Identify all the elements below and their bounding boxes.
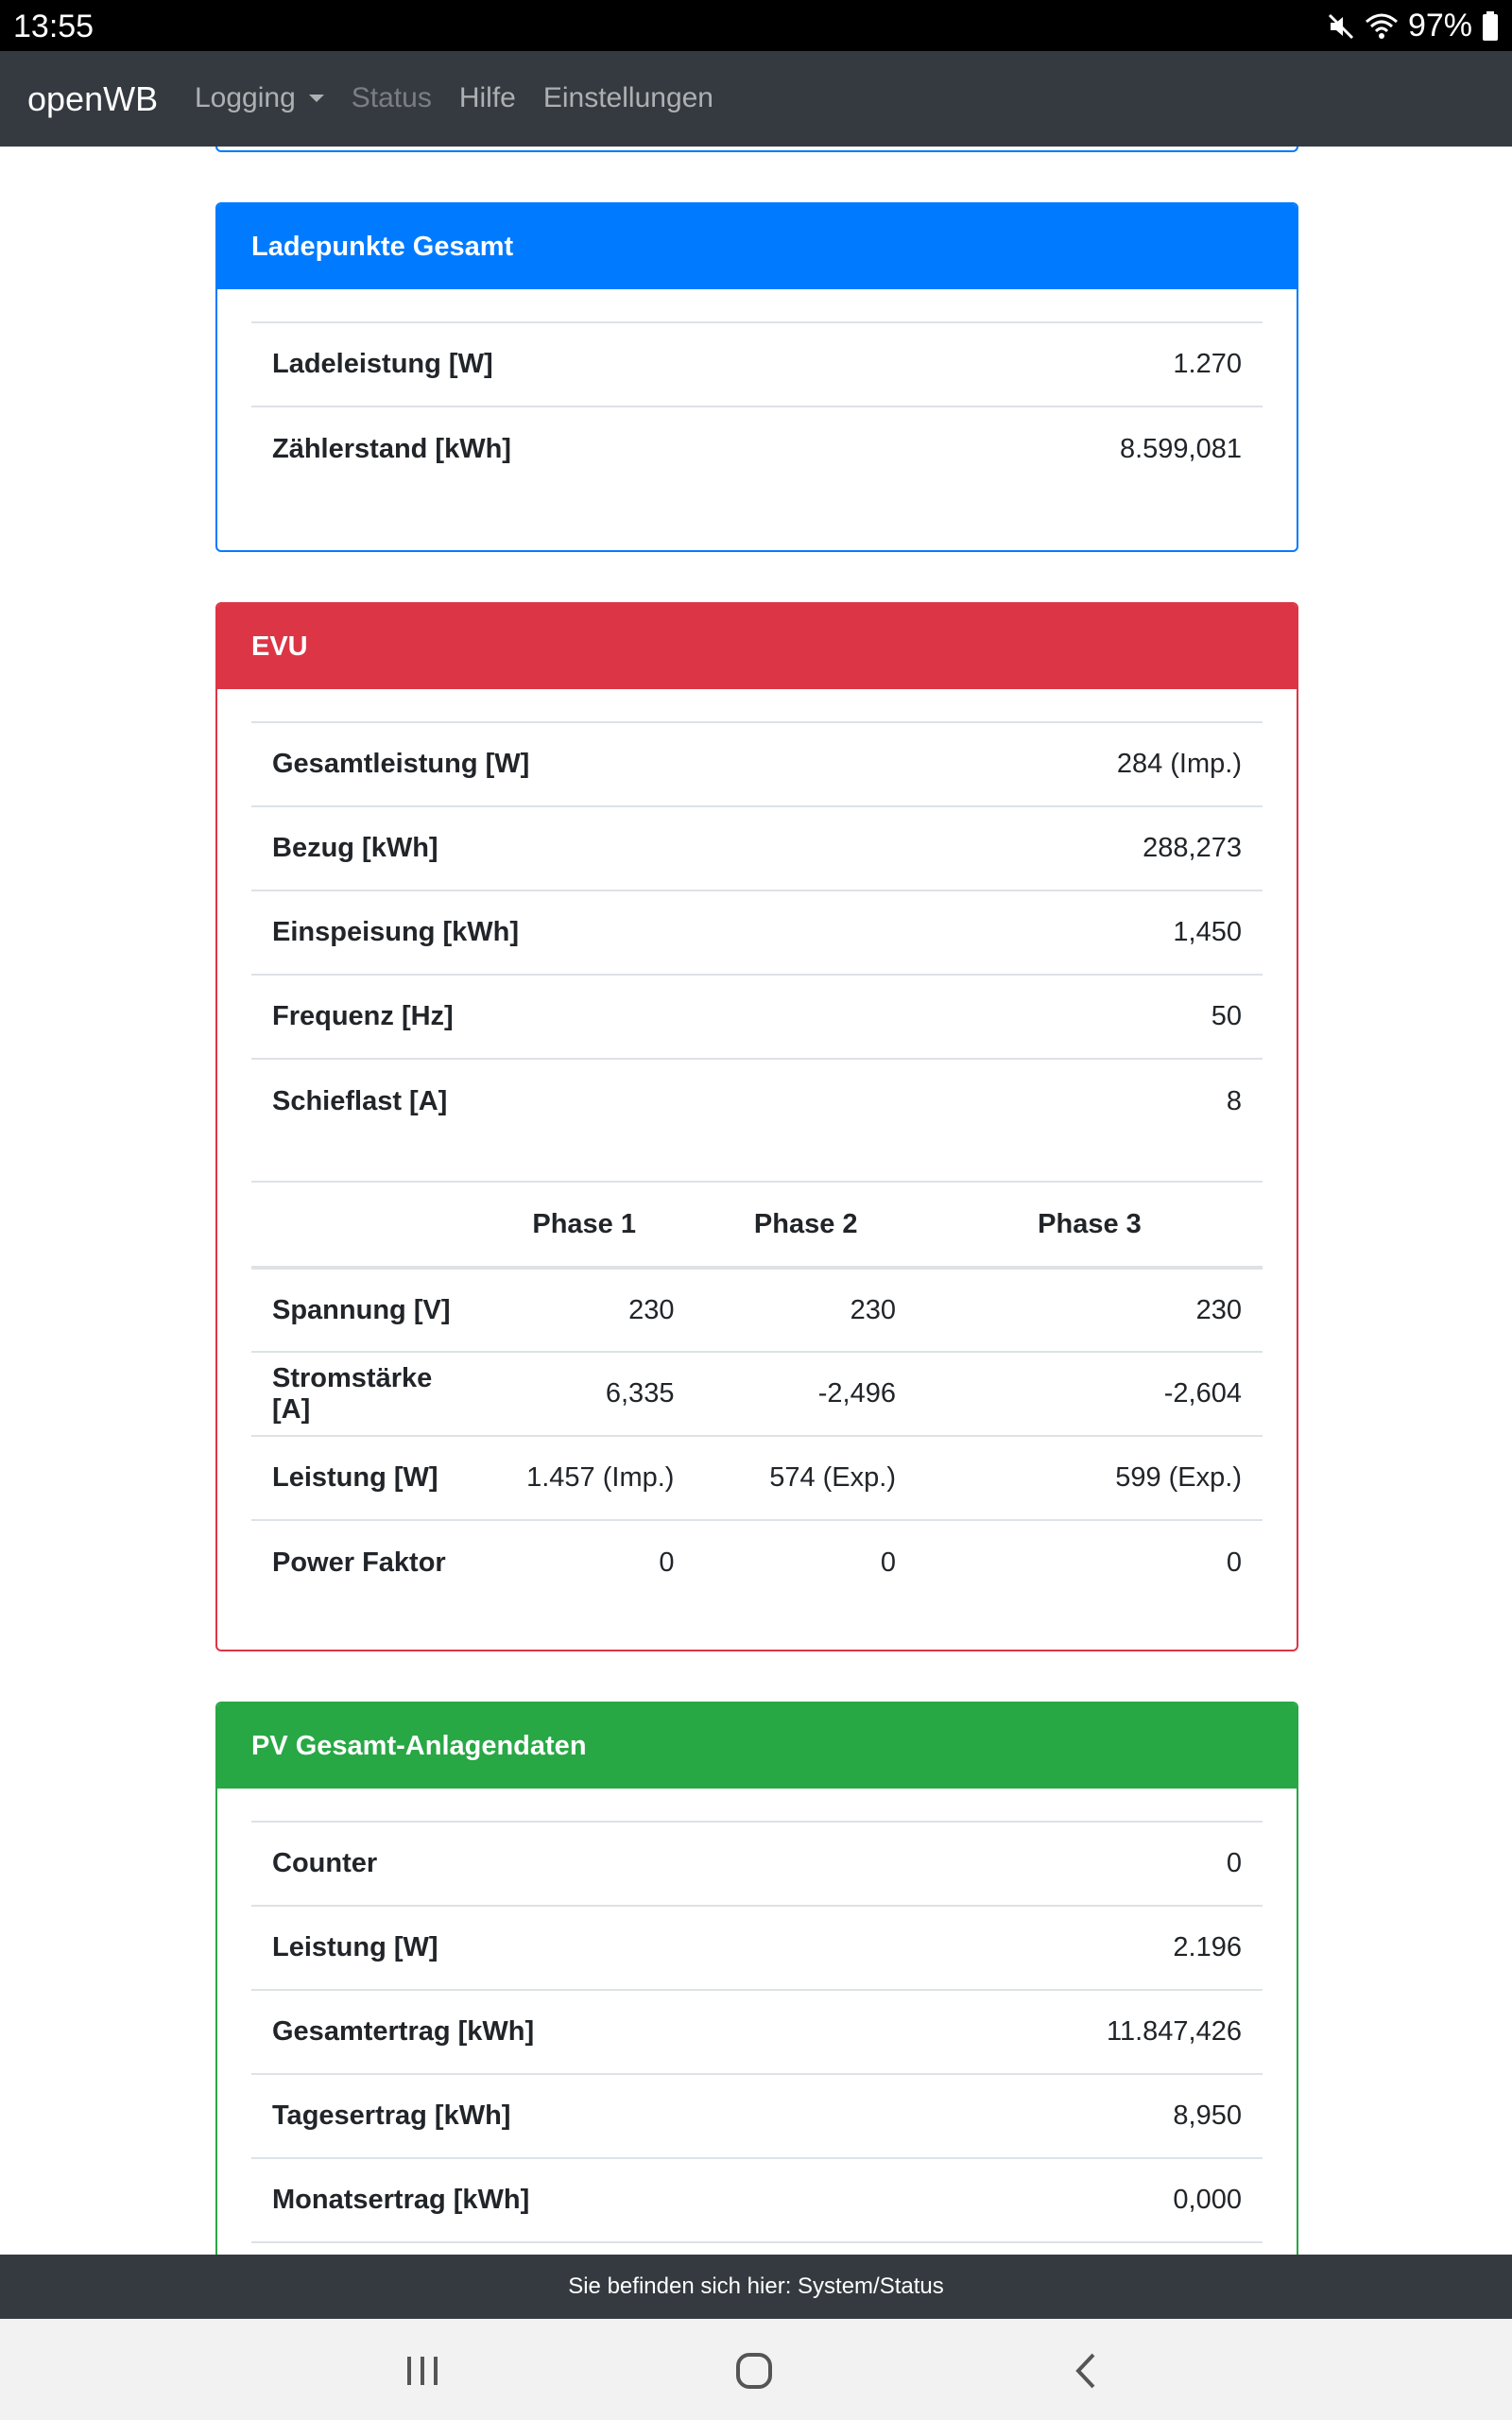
clock: 13:55 [13, 9, 94, 44]
wifi-icon [1365, 12, 1399, 41]
row-value-cut [890, 2242, 1263, 2255]
row-label: Zählerstand [kWh] [251, 406, 890, 491]
phase-1-value: 6,335 [473, 1352, 696, 1436]
row-label: Gesamtleistung [W] [251, 722, 901, 806]
home-button[interactable] [730, 2347, 778, 2394]
evu-phase-table [251, 1181, 1263, 1604]
phase-1-value: 0 [473, 1520, 696, 1604]
table-row [251, 2158, 1263, 2242]
card-pv-gesamt [215, 1702, 1298, 2255]
row-label: Schieflast [A] [251, 1059, 901, 1143]
table-row [251, 1520, 1263, 1604]
back-icon [1067, 2352, 1105, 2390]
row-label: Ladeleistung [W] [251, 322, 890, 406]
row-value: 50 [901, 975, 1263, 1059]
row-label: Tagesertrag [kWh] [251, 2074, 890, 2158]
row-value: 11.847,426 [890, 1990, 1263, 2074]
mute-icon [1327, 12, 1355, 41]
card-title: EVU [217, 604, 1297, 689]
phase-header-empty [251, 1182, 473, 1268]
row-label: Counter [251, 1822, 890, 1906]
previous-card-edge [215, 147, 1298, 152]
row-label: Frequenz [Hz] [251, 975, 901, 1059]
card-title: PV Gesamt-Anlagendaten [217, 1703, 1297, 1789]
card-evu [215, 602, 1298, 1651]
table-row [251, 890, 1263, 975]
phase-3-value: 230 [1195, 1294, 1242, 1325]
table-row [251, 975, 1263, 1059]
phase-2-value: -2,496 [695, 1352, 917, 1436]
table-row [251, 1990, 1263, 2074]
table-row [251, 1822, 1263, 1906]
row-label: Einspeisung [kWh] [251, 890, 901, 975]
row-label: Leistung [W] [251, 1436, 473, 1520]
ladepunkte-table [251, 321, 1263, 491]
breadcrumb-footer: Sie befinden sich hier: System/Status [0, 2255, 1512, 2319]
top-navbar [0, 51, 1512, 147]
row-label: Power Faktor [251, 1520, 473, 1604]
phase-2-value: 230 [850, 1294, 896, 1325]
table-row [251, 1059, 1263, 1143]
table-row [251, 1268, 1263, 1352]
table-row [251, 2074, 1263, 2158]
status-icons [1327, 8, 1499, 44]
phase-2-value: 574 (Exp.) [695, 1436, 917, 1520]
nav-logging[interactable] [195, 82, 324, 114]
nav-status: Status [351, 82, 432, 113]
phase-header-row [251, 1182, 1263, 1268]
row-value: 0 [890, 1822, 1263, 1906]
table-row [251, 1436, 1263, 1520]
row-label-cut [251, 2242, 890, 2255]
battery-level: 97% [1407, 8, 1472, 43]
android-nav-bar [0, 2319, 1512, 2420]
phase-header-1: Phase 1 [473, 1182, 696, 1268]
row-label: Spannung [V] [272, 1294, 451, 1325]
system-status-bar [0, 0, 1512, 51]
phase-header-2: Phase 2 [695, 1182, 917, 1268]
phase-header-3: Phase 3 [917, 1182, 1263, 1268]
battery-icon [1482, 11, 1499, 42]
table-row [251, 1906, 1263, 1990]
brand-logo[interactable]: openWB [27, 79, 159, 118]
row-value: 8,950 [890, 2074, 1263, 2158]
pv-table [251, 1821, 1263, 2255]
nav-logging-label: Logging [195, 82, 296, 113]
row-value: 288,273 [901, 806, 1263, 890]
nav-menu [195, 82, 741, 114]
table-row [251, 2242, 1263, 2255]
recent-apps-icon [404, 2354, 441, 2388]
chevron-down-icon [309, 95, 324, 102]
phase-1-value: 1.457 (Imp.) [473, 1436, 696, 1520]
phase-2-value: 0 [695, 1520, 917, 1604]
row-value: 2.196 [890, 1906, 1263, 1990]
nav-einstellungen[interactable]: Einstellungen [542, 82, 713, 113]
row-label: Gesamtertrag [kWh] [251, 1990, 890, 2074]
phase-3-value: 599 (Exp.) [917, 1436, 1263, 1520]
row-label: Stromstärke [A] [251, 1352, 473, 1436]
back-button[interactable] [1062, 2347, 1109, 2394]
row-label: Monatsertrag [kWh] [251, 2158, 890, 2242]
card-ladepunkte-gesamt [215, 202, 1298, 552]
evu-table [251, 721, 1263, 1143]
row-value: 1.270 [890, 322, 1263, 406]
row-value: 0,000 [890, 2158, 1263, 2242]
table-row [251, 406, 1263, 491]
phase-3-value: -2,604 [917, 1352, 1263, 1436]
nav-hilfe[interactable]: Hilfe [458, 82, 516, 113]
phase-3-value: 0 [917, 1520, 1263, 1604]
phase-1-value: 230 [628, 1294, 675, 1325]
home-icon [735, 2352, 773, 2390]
main-content[interactable] [0, 147, 1512, 2255]
row-value: 8.599,081 [890, 406, 1263, 491]
row-value: 284 (Imp.) [901, 722, 1263, 806]
table-row [251, 722, 1263, 806]
row-label: Leistung [W] [251, 1906, 890, 1990]
table-row [251, 806, 1263, 890]
row-value: 1,450 [901, 890, 1263, 975]
row-label: Bezug [kWh] [251, 806, 901, 890]
table-row [251, 322, 1263, 406]
recent-apps-button[interactable] [399, 2347, 446, 2394]
row-value: 8 [901, 1059, 1263, 1143]
table-row [251, 1352, 1263, 1436]
card-title: Ladepunkte Gesamt [217, 204, 1297, 289]
